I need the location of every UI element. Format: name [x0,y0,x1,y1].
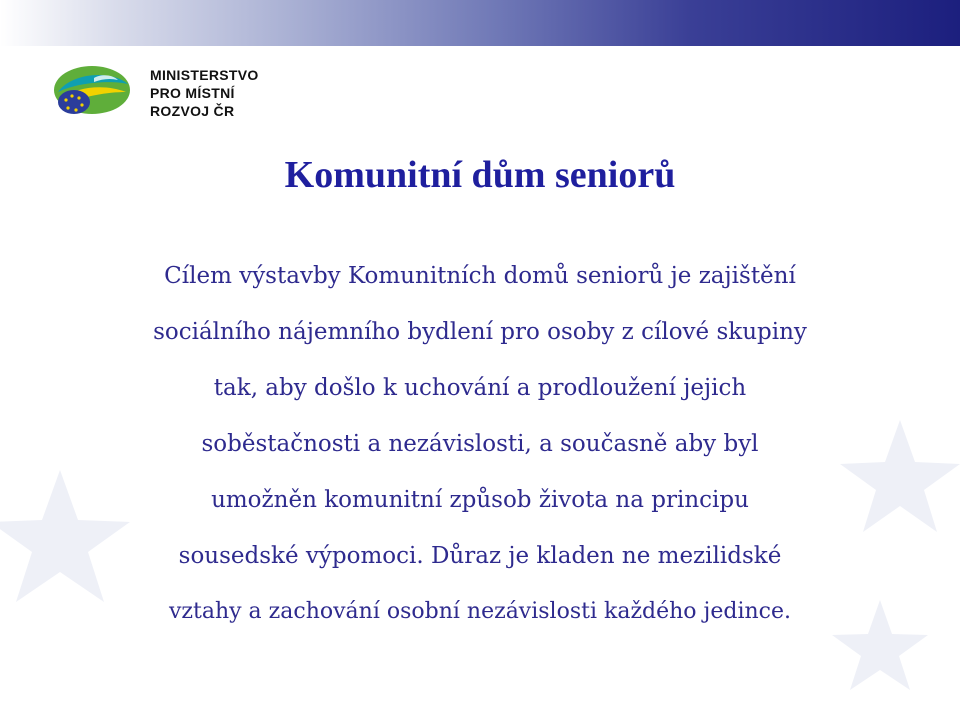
ministry-name-line-3: ROZVOJ ČR [150,103,235,119]
top-gradient-band [0,0,960,46]
slide-paragraph [0,248,960,640]
ministry-name-line-2: PRO MÍSTNÍ [150,85,235,101]
ministry-name-line-1: MINISTERSTVO [150,67,259,83]
ministry-emblem-icon [52,62,132,118]
paragraph-line-3: tak, aby došlo k uchování a prodloužení jejich [213,375,747,401]
paragraph-line-5: umožněn komunitní způsob života na principu [211,487,749,513]
paragraph-line-4: soběstačnosti a nezávislosti, a současně aby byl [201,431,759,457]
ministry-name [150,66,259,120]
slide-title: Komunitní dům seniorů [284,154,676,196]
ministry-logo [52,62,272,118]
paragraph-line-1: Cílem výstavby Komunitních domů seniorů je zajištění [164,263,796,289]
paragraph-line-6: sousedské výpomoci. Důraz je kladen ne mezilidské [178,543,782,569]
paragraph-line-7: vztahy a zachování osobní nezávislosti každého jedince. [168,599,792,624]
paragraph-line-2: sociálního nájemního bydlení pro osoby z cílové skupiny [153,319,807,345]
